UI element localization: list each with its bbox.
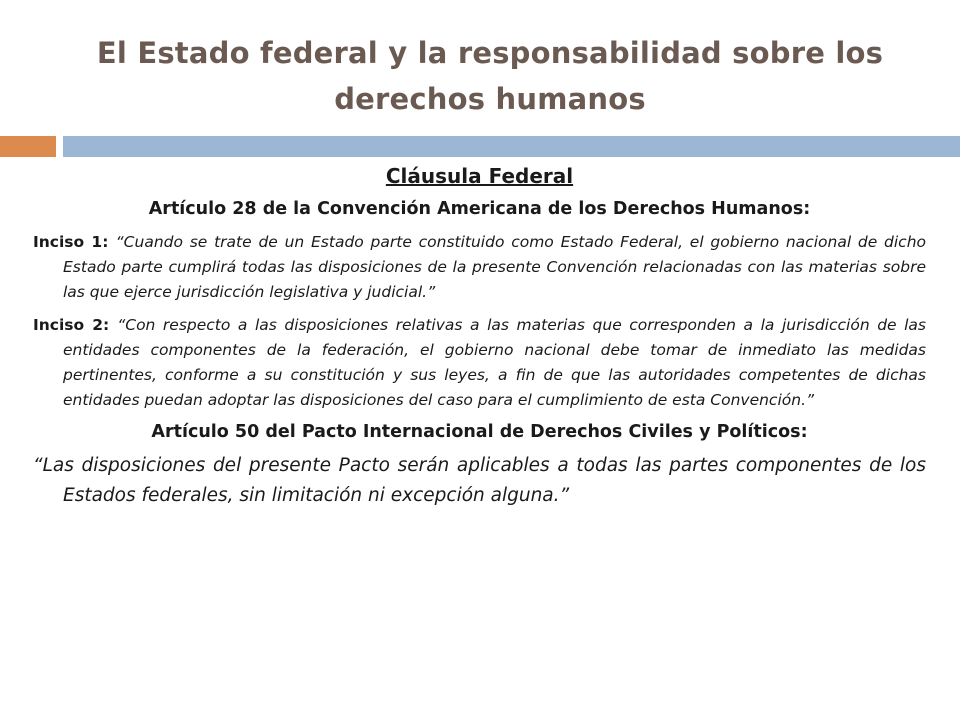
clause-heading: Cláusula Federal [385, 164, 574, 188]
inciso-2-text: “Con respecto a las disposiciones relativas a las materias que corresponden a la jurisdicción de las entidades componentes de la federación, el gobierno nacional debe tomar de inmediato las medidas pertinentes, conforme a su constitución y sus leyes, a fin de que las autoridades competentes de dichas entidades puedan adoptar las disposiciones del caso para el cumplimiento de esta Convención.” [63, 316, 926, 409]
slide-title: El Estado federal y la responsabilidad sobre los derechos humanos [96, 36, 884, 116]
inciso-1-text: “Cuando se trate de un Estado parte constituido como Estado Federal, el gobierno nacional de dicho Estado parte cumplirá todas las disposiciones de la presente Convención relacionadas con las materias sobre las que ejerce jurisdicción legislativa y judicial.” [63, 233, 927, 301]
inciso-1-paragraph [33, 230, 926, 305]
article-28-heading: Artículo 28 de la Convención Americana de los Derechos Humanos: [148, 199, 811, 219]
inciso-1-label: Inciso 1: [33, 233, 116, 251]
article-50-heading: Artículo 50 del Pacto Internacional de Derechos Civiles y Políticos: [151, 422, 808, 442]
inciso-2-label: Inciso 2: [33, 316, 118, 334]
inciso-2-paragraph [33, 313, 926, 413]
accent-bar-blue [63, 136, 960, 157]
accent-bar-orange [0, 136, 56, 157]
slide-body [33, 158, 926, 511]
article-50-quote: “Las disposiciones del presente Pacto serán aplicables a todas las partes componentes de los Estados federales, sin limitación ni excepción alguna.” [33, 455, 926, 506]
